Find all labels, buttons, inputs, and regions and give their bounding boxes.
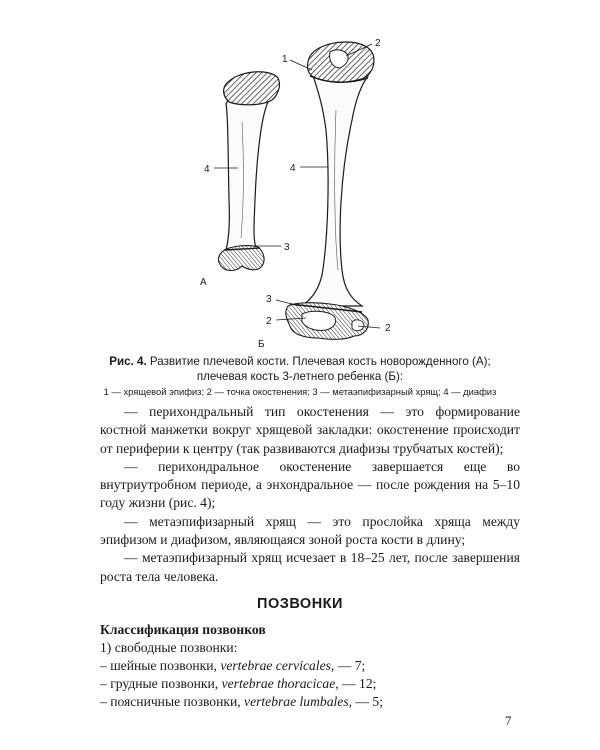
callout-b-4: 4 <box>290 163 296 174</box>
callout-b-3: 3 <box>266 294 272 305</box>
paragraph-ossification-timing: — перихондральное окостенение завершается еще во внутриутробном периоде, а энхондральное — после рождения на 5–10 году жизни (рис. 4); <box>100 458 520 511</box>
callout-b-2-top: 2 <box>375 38 381 49</box>
list-item-latin: vertebrae thoracicae <box>221 676 336 691</box>
classification-title: Классификация позвонков <box>100 622 266 637</box>
list-item-suffix: , — 7; <box>330 658 366 673</box>
section-heading: ПОЗВОНКИ <box>257 596 343 612</box>
vertebrae-classification <box>100 621 520 711</box>
callout-b-1: 1 <box>282 54 288 65</box>
caption-line1-text: Развитие плечевой кости. Плечевая кость новорожденного (А); <box>149 355 491 368</box>
list-item-prefix: – шейные позвонки, <box>100 658 221 673</box>
body-text <box>100 403 520 586</box>
callout-b-2-left: 2 <box>266 316 272 327</box>
figure-legend: 1 — хрящевой эпифиз; 2 — точка окостенения; 3 — метаэпифизарный хрящ; 4 — диафиз <box>103 386 497 397</box>
list-item-latin: vertebrae cervicales <box>220 658 331 673</box>
newborn-humerus <box>218 72 279 271</box>
page-number: 7 <box>505 713 512 728</box>
paragraph-perichondral-type: — перихондральный тип окостенения — это формирование костной манжетки вокруг хрящевой закладки: окостенение происходит от периферии к центру (так развиваются диафизы трубчатых костей); <box>100 404 520 456</box>
list-item-thoracic <box>100 675 520 693</box>
callout-b-2-right: 2 <box>385 323 391 334</box>
paragraph-metaepiphyseal-definition: — метаэпифизарный хрящ — это прослойка хряща между эпифизом и диафизом, являющаяся зоной роста кости в длину; <box>100 513 520 548</box>
list-intro: 1) свободные позвонки: <box>100 640 238 655</box>
list-item-lumbar <box>100 693 520 711</box>
list-item-cervical <box>100 657 520 675</box>
child-humerus <box>286 42 374 339</box>
figure-caption-line2: плечевая кость 3-летнего ребенка (Б): <box>196 370 404 383</box>
list-item-latin: vertebrae lumbales <box>244 694 349 709</box>
panel-b-label: Б <box>258 339 265 350</box>
list-item-prefix: – поясничные позвонки, <box>100 694 245 709</box>
list-item-suffix: , — 12; <box>335 676 377 691</box>
bone-development-figure <box>0 0 600 352</box>
callout-a-4: 4 <box>204 164 210 175</box>
list-item-suffix: , — 5; <box>348 694 383 709</box>
panel-a-label: А <box>200 277 207 288</box>
list-item-prefix: – грудные позвонки, <box>100 676 222 691</box>
figure-label: Рис. 4. <box>109 355 147 368</box>
callout-a-3: 3 <box>284 242 290 253</box>
paragraph-metaepiphyseal-disappears: — метаэпифизарный хрящ исчезает в 18–25 лет, после завершения роста тела человека. <box>100 550 520 584</box>
